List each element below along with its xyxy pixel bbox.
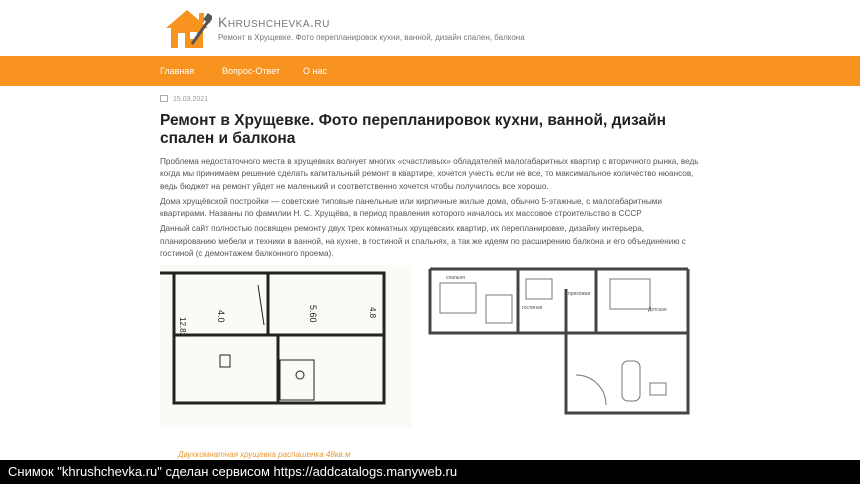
post-date: [160, 94, 702, 106]
site-header: [0, 0, 860, 56]
snapshot-footer-text: Снимок "khrushchevka.ru" сделан сервисом https://addcatalogs.manyweb.ru: [8, 464, 458, 479]
post-paragraph: Дома хрущёвской постройки — советские типовые панельные или кирпичные жилые дома, обычно 5-этажные, с малогабаритными квартирами. Названы по фамилии Н. С. Хрущёва, в период правления которого началось их массовое строительство в СССР: [160, 196, 662, 219]
plan-label-living: гостиная: [522, 305, 543, 312]
post-paragraph: Проблема недостаточного места в хрущевках волнует многих «счастливых» обладателей малогабаритных квартир с вторичного рынка, ведь когда мы принимаем решение сделать капитальный ремонт в квартире, хочется учесть если не все, то максимальное количество нюансов, ведь бюджет на ремонт уйдет не маленький и соответственно хочется чтобы получилось все хорошо.: [160, 157, 699, 191]
nav-item-qa[interactable]: Вопрос-Ответ: [222, 66, 281, 76]
post-paragraph: Данный сайт полностью посвящен ремонту двух трех комнатных хрущевских квартир, их перепланировке, дизайну интерьера, планированию мебели и техники в ванной, на кухне, в гостиной и спальнях, а так же идеям по расширению балкона и его объединению с гостиной (с демонтажем балконного проема).: [160, 224, 686, 259]
plan-label-left-a: 12.82: [178, 317, 187, 338]
image-caption: Двухкомнатная хрущевка распашенка 48кв.м: [178, 450, 351, 459]
plan-label-right: 4.8: [368, 307, 377, 319]
plan-label-mid: 5.60: [308, 305, 318, 323]
site-description: Ремонт в Хрущевке. Фото перепланировок кухни, ванной, дизайн спален, балкона: [218, 33, 525, 42]
plan-label-hall: прихожая: [568, 291, 591, 298]
calendar-icon: [160, 95, 168, 102]
post-title: Ремонт в Хрущевке. Фото перепланировок кухни, ванной, дизайн спален и балкона: [160, 112, 667, 147]
plan-label-bedroom: спальня: [446, 275, 465, 282]
site-title[interactable]: Khrushchevka.ru: [218, 14, 330, 30]
nav-item-home[interactable]: Главная: [160, 66, 195, 76]
floor-plan-images: [160, 265, 702, 427]
plan-label-kids: Детская: [648, 307, 667, 314]
house-logo-icon[interactable]: [162, 6, 212, 52]
post-date-text: 15.03.2021: [173, 96, 209, 103]
floor-plan-sketch-image: [160, 265, 412, 427]
nav-item-about[interactable]: О нас: [303, 66, 327, 76]
floor-plan-design-image: [426, 265, 698, 415]
post-content: [160, 94, 702, 427]
plan-label-left-b: 4.0: [216, 310, 226, 323]
snapshot-footer: [0, 460, 860, 484]
main-nav: [0, 56, 860, 86]
